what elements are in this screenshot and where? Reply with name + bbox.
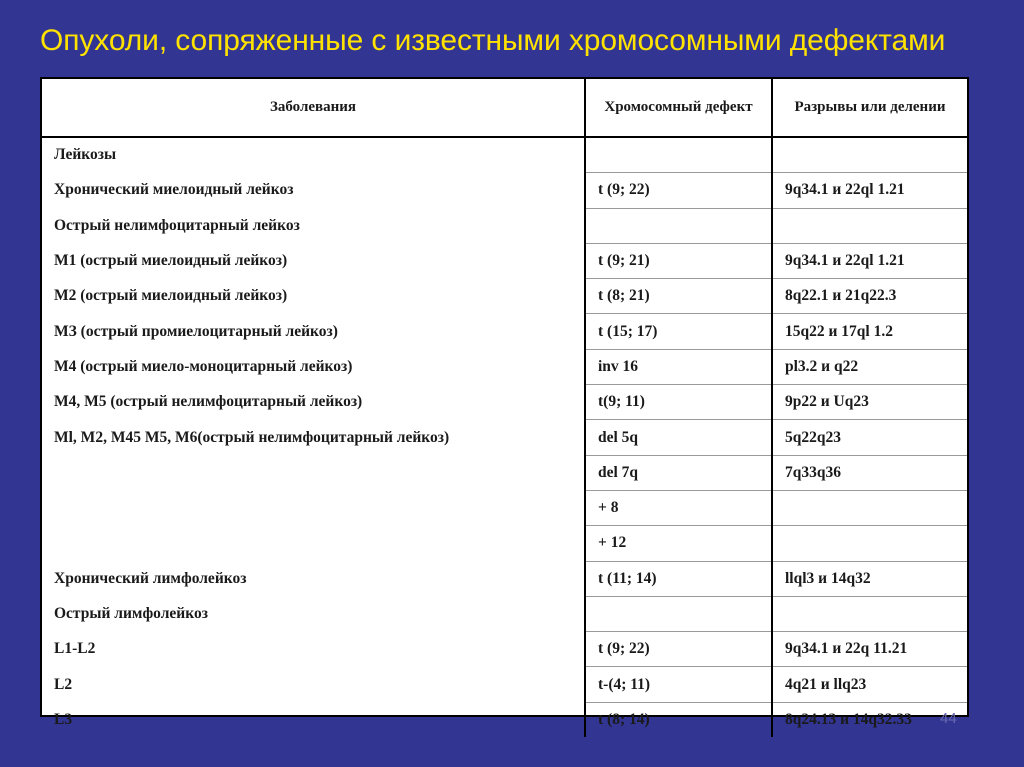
cell-disease: L2: [54, 675, 73, 693]
table-header-row: [42, 79, 967, 137]
cell-breaks: 5q22q23: [772, 420, 967, 455]
table-row: [42, 596, 967, 631]
table-row: [42, 314, 967, 349]
cell-breaks: [772, 596, 967, 631]
cell-defect: [585, 137, 772, 173]
cell-defect: t-(4; 11): [585, 667, 772, 702]
cell-disease: [42, 455, 585, 490]
table-row: [42, 455, 967, 490]
chromosome-defects-table: [42, 79, 967, 737]
table-row: [42, 349, 967, 384]
cell-breaks: pl3.2 и q22: [772, 349, 967, 384]
cell-disease: Лейкозы: [54, 146, 117, 164]
cell-defect: inv 16: [585, 349, 772, 384]
table-row: [42, 279, 967, 314]
cell-disease: Хронический лимфолейкоз: [54, 569, 247, 587]
cell-breaks: 9р22 и Uq23: [772, 385, 967, 420]
cell-breaks: [772, 137, 967, 173]
cell-breaks: 8q22.1 и 21q22.3: [772, 279, 967, 314]
cell-disease: Ml, M2, M45 М5, М6(острый нелимфоцитарный лейкоз): [54, 428, 450, 446]
cell-breaks: 7q33q36: [772, 455, 967, 490]
cell-disease: Острый нелимфоцитарный лейкоз: [54, 216, 300, 234]
header-defect: Хромосомный дефект: [585, 79, 772, 137]
table-row: [42, 561, 967, 596]
slide-title: Опухоли, сопряженные с известными хромосомными дефектами: [40, 24, 946, 57]
cell-defect: t (9; 22): [585, 173, 772, 208]
cell-disease: [42, 526, 585, 561]
cell-defect: t (9; 21): [585, 243, 772, 278]
cell-defect: + 12: [585, 526, 772, 561]
cell-disease: Хронический миелоидный лейкоз: [54, 181, 294, 199]
cell-breaks: [772, 208, 967, 243]
cell-breaks: [772, 526, 967, 561]
cell-breaks: 15q22 и 17ql 1.2: [772, 314, 967, 349]
cell-defect: del 7q: [585, 455, 772, 490]
cell-disease: L1-L2: [54, 640, 96, 658]
cell-breaks: 4q21 и llq23: [772, 667, 967, 702]
table-row: [42, 526, 967, 561]
table-row: [42, 632, 967, 667]
cell-defect: t (15; 17): [585, 314, 772, 349]
table-row: [42, 173, 967, 208]
table-row: [42, 385, 967, 420]
cell-defect: t (9; 22): [585, 632, 772, 667]
cell-breaks: 9q34.1 и 22ql 1.21: [772, 243, 967, 278]
cell-defect: t(9; 11): [585, 385, 772, 420]
table-row: [42, 243, 967, 278]
cell-defect: [585, 596, 772, 631]
table-row: [42, 208, 967, 243]
cell-disease: Острый лимфолейкоз: [54, 605, 208, 622]
cell-breaks: 9q34.1 и 22ql 1.21: [772, 173, 967, 208]
cell-disease: [42, 490, 585, 525]
cell-defect: t (11; 14): [585, 561, 772, 596]
header-breaks: Разрывы или делении: [772, 79, 967, 137]
cell-breaks: 8q24.13 и 14q32.33: [772, 702, 967, 737]
cell-defect: t (8; 14): [585, 702, 772, 737]
cell-disease: М4 (острый миело-моноцитарный лейкоз): [54, 357, 353, 375]
table-row: [42, 490, 967, 525]
header-disease: Заболевания: [42, 79, 585, 137]
table-row: [42, 137, 967, 173]
table-row: [42, 667, 967, 702]
table-row: [42, 702, 967, 737]
cell-breaks: 9q34.1 и 22q 11.21: [772, 632, 967, 667]
cell-disease: L3: [54, 710, 73, 728]
cell-disease: М2 (острый миелоидный лейкоз): [54, 287, 288, 305]
cell-defect: del 5q: [585, 420, 772, 455]
cell-breaks: [772, 490, 967, 525]
cell-disease: МЗ (острый промиелоцитарный лейкоз): [54, 322, 338, 340]
cell-defect: [585, 208, 772, 243]
page-number: 44: [940, 710, 957, 727]
cell-breaks: llql3 и 14q32: [772, 561, 967, 596]
cell-defect: t (8; 21): [585, 279, 772, 314]
cell-disease: M1 (острый миелоидный лейкоз): [54, 252, 288, 270]
table-row: [42, 420, 967, 455]
cell-defect: + 8: [585, 490, 772, 525]
cell-disease: М4, М5 (острый нелимфоцитарный лейкоз): [54, 393, 363, 411]
